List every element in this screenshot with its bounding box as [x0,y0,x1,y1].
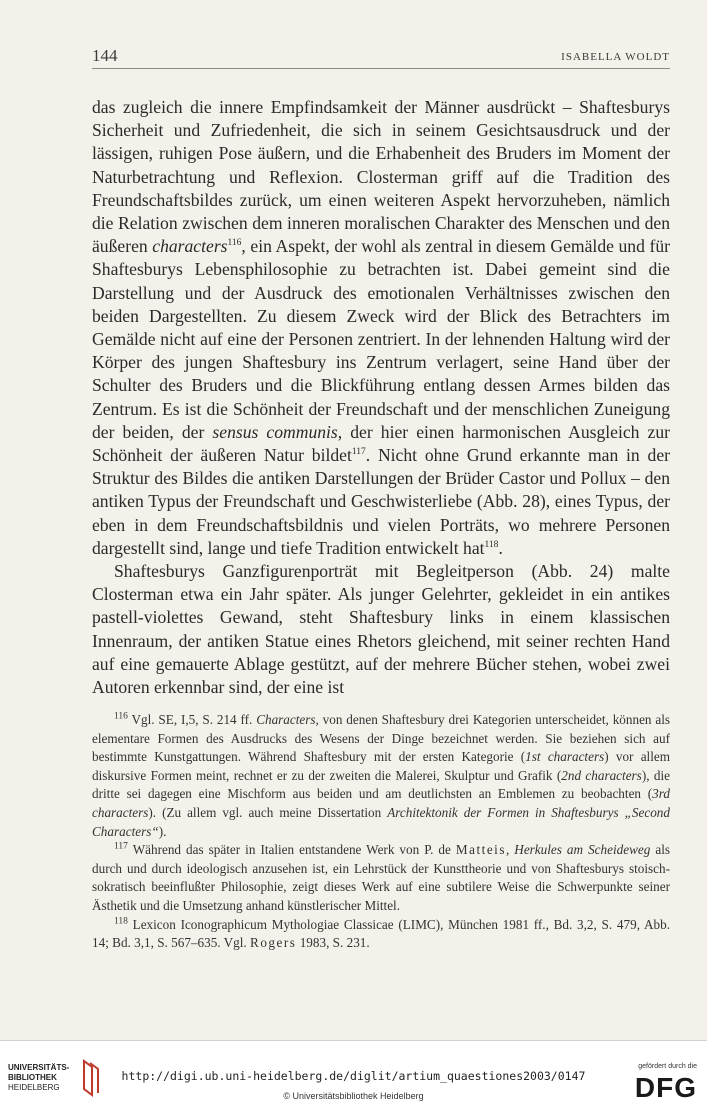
footnote-ref-117[interactable]: 117 [351,447,366,458]
italic-term: sensus communis [212,421,338,442]
italic-term: characters [152,236,228,257]
footnote-118 [92,916,670,953]
body-text [92,96,670,699]
text-run: , [505,842,515,858]
text-run: ), die dritte sei dagegen eine Mischform aus beiden und am deutlichsten an Emblemen zu beobachten ( [92,767,670,802]
logo-text-line: BIBLIOTHEK [8,1073,57,1082]
text-run: ) vor allem diskursive Formen meint, rechnet er zu der zweiten die Malerei, Skulptur und Grafik ( [92,749,670,783]
text-run: . [498,537,503,558]
text-run: , ein Aspekt, der wohl als zentral in diesem Gemälde und für Shaftesburys Lebensphilosophie zu betrachten ist. Dabei gemeint sind die Darstellung und der Ausdruck des emotionalen Verhältnisses zwischen den beiden Dargestellten. Zu diesem Zweck wird der Blick des Betrachters im Gemälde nicht auf eine der Personen zentriert. In der lehnenden Haltung wird der Körper des jungen Shaftesbury ins Zentrum verlagert, seine Hand über der Schulter des Bruders und die Blickführung entlang dessen Armes bilden das Zentrum. Es ist die Schönheit der Freundschaft und der menschlichen Zuneigung der beiden, der [92,236,670,442]
text-run: 1983, S. 231. [296,935,370,951]
spaced-name: Matteis [455,842,506,858]
page-number: 144 [92,46,118,65]
footnote-number: 116 [114,711,128,722]
text-run: Während das später in Italien entstandene Werk von P. de [127,842,456,858]
logo-text-line: HEIDELBERG [8,1083,60,1092]
text-run: als durch und durch ideologisch anzusehen ist, ein Lehrstück der Kunsttheorie und von Shaftesburys stoisch-sokratisch beeinflußter Philosophie, zeigt dieses Werk auf eine subtilere Weise die Schwerpunkte seiner Ästhetik und die Umsetzung anhand künstlerischer Mittel. [92,842,671,913]
text-run: , der hier einen harmonischen Ausgleich zur Schönheit der äußeren Natur bildet [92,421,671,466]
footnote-number: 118 [114,916,128,927]
viewer-footer [0,1040,707,1110]
italic-term: Characters [256,712,316,727]
dfg-caption: gefördert durch die [638,1063,697,1070]
text-run: , von denen Shaftesbury drei Kategorien unterscheidet, können als elementare Formen des Ausdrucks des Wesens der Dinge bezeichnet werden. Sie beziehen sich auf bestimmte Kunstgattungen. Während Shaftesbury mit der ersten Kategorie ( [92,712,671,765]
italic-title: Architektonik der Formen in Shaftesburys „Second Characters“ [92,804,670,839]
footnote-ref-118[interactable]: 118 [484,540,499,550]
footnote-ref-116[interactable]: 116 [227,238,242,249]
running-head: ISABELLA WOLDT [561,51,670,63]
footnotes [92,711,670,953]
italic-term: 2nd characters [561,767,642,783]
dfg-logo[interactable]: DFG [634,1072,697,1103]
italic-title: Herkules am Scheideweg [514,842,651,858]
footnote-116 [92,711,670,841]
copyright-notice: © Universitätsbibliothek Heidelberg [283,1091,424,1101]
spaced-name: Rogers [250,935,297,951]
text-run: . Nicht ohne Grund erkannte man in der Struktur des Bildes die antiken Darstellungen der Brüder Castor und Pollux – den antiken Typus der Freundschaft und Geschwisterliebe (Abb. 28), eines Typus, der eben in dem Freundschaftsbildnis und vielen Porträts, wo mehrere Personen dargestellt sind, lange und tiefe Tradition entwickelt hat [92,445,670,558]
footnote-number: 117 [114,841,128,852]
text-run: Vgl. SE, I,5, S. 214 ff. [127,712,257,727]
permalink-url[interactable]: http://digi.ub.uni-heidelberg.de/diglit/artium_quaestiones2003/0147 [121,1069,586,1083]
logo-text-line: UNIVERSITÄTS- [8,1063,70,1072]
paragraph-2: Shaftesburys Ganzfigurenporträt mit Begleitperson (Abb. 24) malte Closterman etwa ein Jahr später. Als junger Gelehrter, gekleidet in ein antikes pastell-violettes Gewand, steht Shaftesbury links in einem klassischen Innenraum, der antiken Statue eines Rhetors gleichend, mit seiner rechten Hand auf eine gemauerte Ablage gestützt, auf der mehrere Bücher stehen, wobei zwei Autoren erkennbar sind, der eine ist [92,561,670,698]
text-run: Lexicon Iconographicum Mythologiae Classicae (LIMC), München 1981 ff., Bd. 3,2, S. 479, Abb. 14; Bd. 3,1, S. 567–635. Vgl. [92,916,670,951]
italic-term: 3rd characters [92,786,670,820]
paragraph-1 [92,96,670,560]
footnote-117 [92,841,670,915]
text-run: ). (Zu allem vgl. auch meine Dissertation [148,804,388,820]
text-run: das zugleich die innere Empfindsamkeit der Männer ausdrückt – Shaftesburys Sicherheit und Zufriedenheit, die sich in seinem Gesichtsausdruck und der lässigen, ruhigen Pose äußern, und die Erhabenheit des Bruders im Moment der Naturbetrachtung und Reflexion. Closterman griff auf die Tradition des Freundschaftsbildes zurück, um einen weiteren Aspekt hervorzuheben, nämlich die Relation zwischen dem inneren moralischen Charakter des Menschen und den äußeren [92,97,670,257]
page-header [92,46,670,69]
italic-term: 1st characters [525,749,605,765]
text-run: ). [158,823,167,839]
